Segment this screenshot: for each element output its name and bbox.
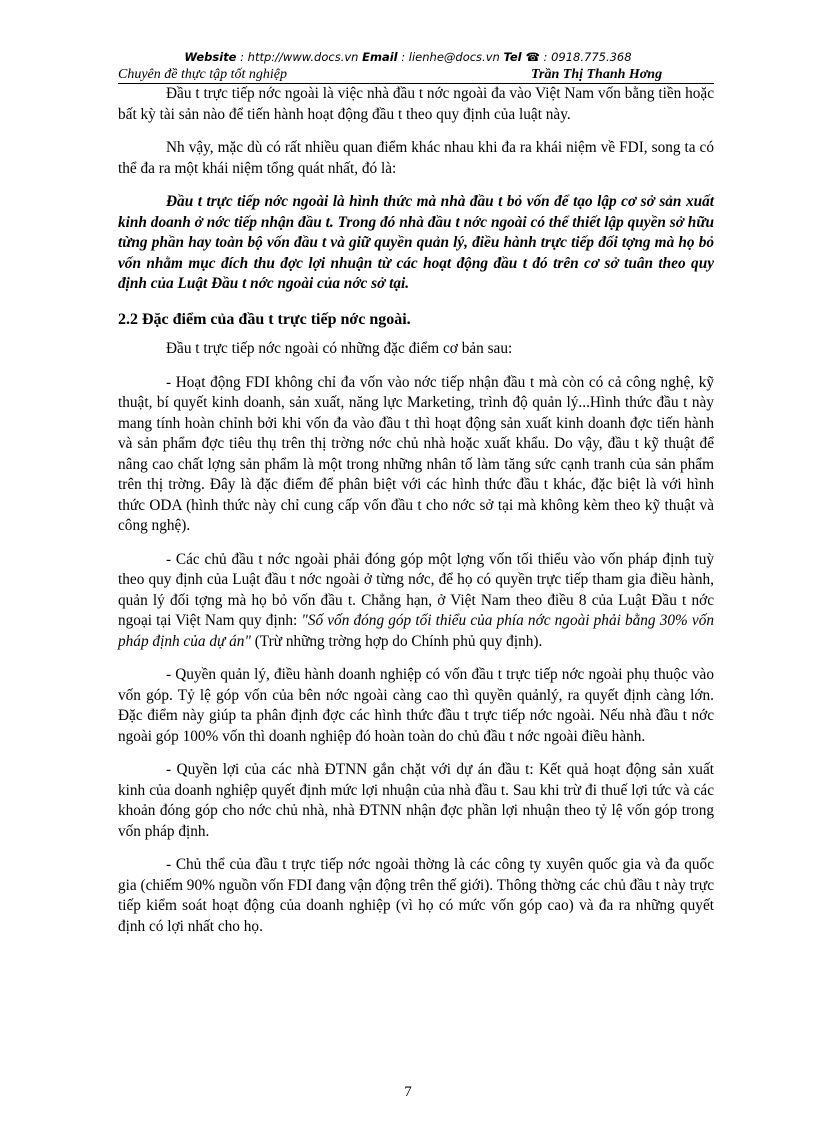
website-label: Website — [184, 50, 237, 64]
website-contact-bar — [0, 50, 816, 64]
page-body — [118, 84, 714, 937]
paragraph-characteristic-management: - Quyền quản lý, điều hành doanh nghiệp có vốn đầu t trực tiếp nớc ngoài phụ thuộc vào vốn góp. Tỷ lệ góp vốn của bên nớc ngoài càng cao thì quyền quảnlý, ra quyết định càng lớn. Đặc điểm này giúp ta phân định đợc các hình thức đầu t trực tiếp nớc ngoài. Nếu nhà đầu t nớc ngoài góp 100% vốn thì doanh nghiệp đó hoàn toàn do chủ đầu t nớc ngoài điều hành. — [118, 666, 714, 745]
section-heading: 2.2 Đặc điểm của đầu t trực tiếp nớc ngoài. — [118, 310, 411, 328]
phone-icon: ☎ — [525, 50, 540, 64]
tel-number: : 0918.775.368 — [539, 50, 632, 64]
header-author-name: Trần Thị Thanh Hơng — [531, 67, 663, 82]
paragraph-characteristic-technology: - Hoạt động FDI không chỉ đa vốn vào nớc tiếp nhận đầu t mà còn có cả công nghệ, kỹ thuật, bí quyết kinh doanh, sản xuất, năng lực Marketing, trình độ quản lý...Hình thức đầu t này mang tính hoàn chỉnh bởi khi vốn đa vào đầu t thì hoạt động sản xuất kinh doanh đợc tiến hành và sản phẩm đợc tiêu thụ trên thị trờng nớc chủ nhà hoặc xuất khẩu. Do vậy, đầu t kỹ thuật để nâng cao chất lợng sản phẩm là một trong những nhân tố làm tăng sức cạnh tranh của sản phẩm trên thị trờng. Đây là đặc điểm để phân biệt với các hình thức đầu t khác, đặc biệt là với hình thức ODA (hình thức này chỉ cung cấp vốn đầu t cho nớc sở tại mà không kèm theo kỹ thuật và công nghệ). — [118, 373, 714, 534]
email-address[interactable]: : lienhe@docs.vn — [397, 50, 504, 64]
paragraph-characteristics-intro: Đầu t trực tiếp nớc ngoài có những đặc điểm cơ bản sau: — [166, 340, 513, 357]
paragraph-characteristic-minimum-capital — [118, 550, 714, 653]
header-report-title: Chuyên đề thực tập tốt nghiệp — [118, 67, 287, 82]
email-label: Email — [362, 50, 398, 64]
paragraph-concept-intro: Nh vậy, mặc dù có rất nhiều quan điểm khác nhau khi đa ra khái niệm về FDI, song ta có thể đa ra một khái niệm tổng quát nhất, đó là: — [118, 139, 714, 177]
paragraph-characteristic-benefits: - Quyền lợi của các nhà ĐTNN gắn chặt với dự án đầu t: Kết quả hoạt động sản xuất kinh của doanh nghiệp quyết định mức lợi nhuận của nhà đầu t. Sau khi trừ đi thuế lợi tức và các khoản đóng góp cho nớc chủ nhà, nhà ĐTNN nhận đợc phần lợi nhuận theo tỷ lệ vốn góp trong vốn pháp định. — [118, 761, 714, 840]
minimum-capital-exception: (Trừ những trờng hợp do Chính phủ quy định). — [250, 632, 543, 650]
paragraph-characteristic-subjects: - Chủ thể của đầu t trực tiếp nớc ngoài thờng là các công ty xuyên quốc gia và đa quốc gia (chiếm 90% nguồn vốn FDI đang vận động trên thế giới). Thông thờng các chủ đầu t này trực tiếp kiểm soát hoạt động của doanh nghiệp (vì họ có mức vốn góp cao) và đa ra những quyết định có lợi nhất cho họ. — [118, 856, 714, 935]
law-quote: "Số vốn đóng góp tối thiểu của phía nớc ngoài phải bằng 30% vốn pháp định của dự án" — [118, 612, 714, 650]
page-number: 7 — [404, 1084, 412, 1100]
website-url[interactable]: : http://www.docs.vn — [236, 50, 363, 64]
running-header — [118, 67, 714, 84]
minimum-capital-text: - Các chủ đầu t nớc ngoài phải đóng góp một lợng vốn tối thiểu vào vốn pháp định tuỳ theo quy định của Luật đầu t nớc ngoài ở từng nớc, để họ có quyền trực tiếp tham gia điều hành, quản lý đối tợng mà họ bỏ vốn đầu t. Chẳng hạn, ở Việt Nam theo điều 8 của Luật Đầu t nớc ngoại tại Việt Nam quy định: — [118, 550, 714, 629]
paragraph-fdi-definition: Đầu t trực tiếp nớc ngoài là hình thức mà nhà đầu t bỏ vốn để tạo lập cơ sở sản xuất kinh doanh ở nớc tiếp nhận đầu t. Trong đó nhà đầu t nớc ngoài có thể thiết lập quyền sở hữu từng phần hay toàn bộ vốn đầu t và giữ quyền quản lý, điều hành trực tiếp đối tợng mà họ bỏ vốn nhằm mục đích thu đợc lợi nhuận từ các hoạt động đầu t đó trên cơ sở tuân theo quy định của Luật Đầu t nớc ngoài của nớc sở tại. — [118, 193, 714, 292]
tel-label: Tel — [503, 50, 526, 64]
paragraph-definition-law: Đầu t trực tiếp nớc ngoài là việc nhà đầu t nớc ngoài đa vào Việt Nam vốn bằng tiền hoặc bất kỳ tài sản nào để tiến hành hoạt động đầu t theo quy định của luật này. — [118, 85, 714, 123]
